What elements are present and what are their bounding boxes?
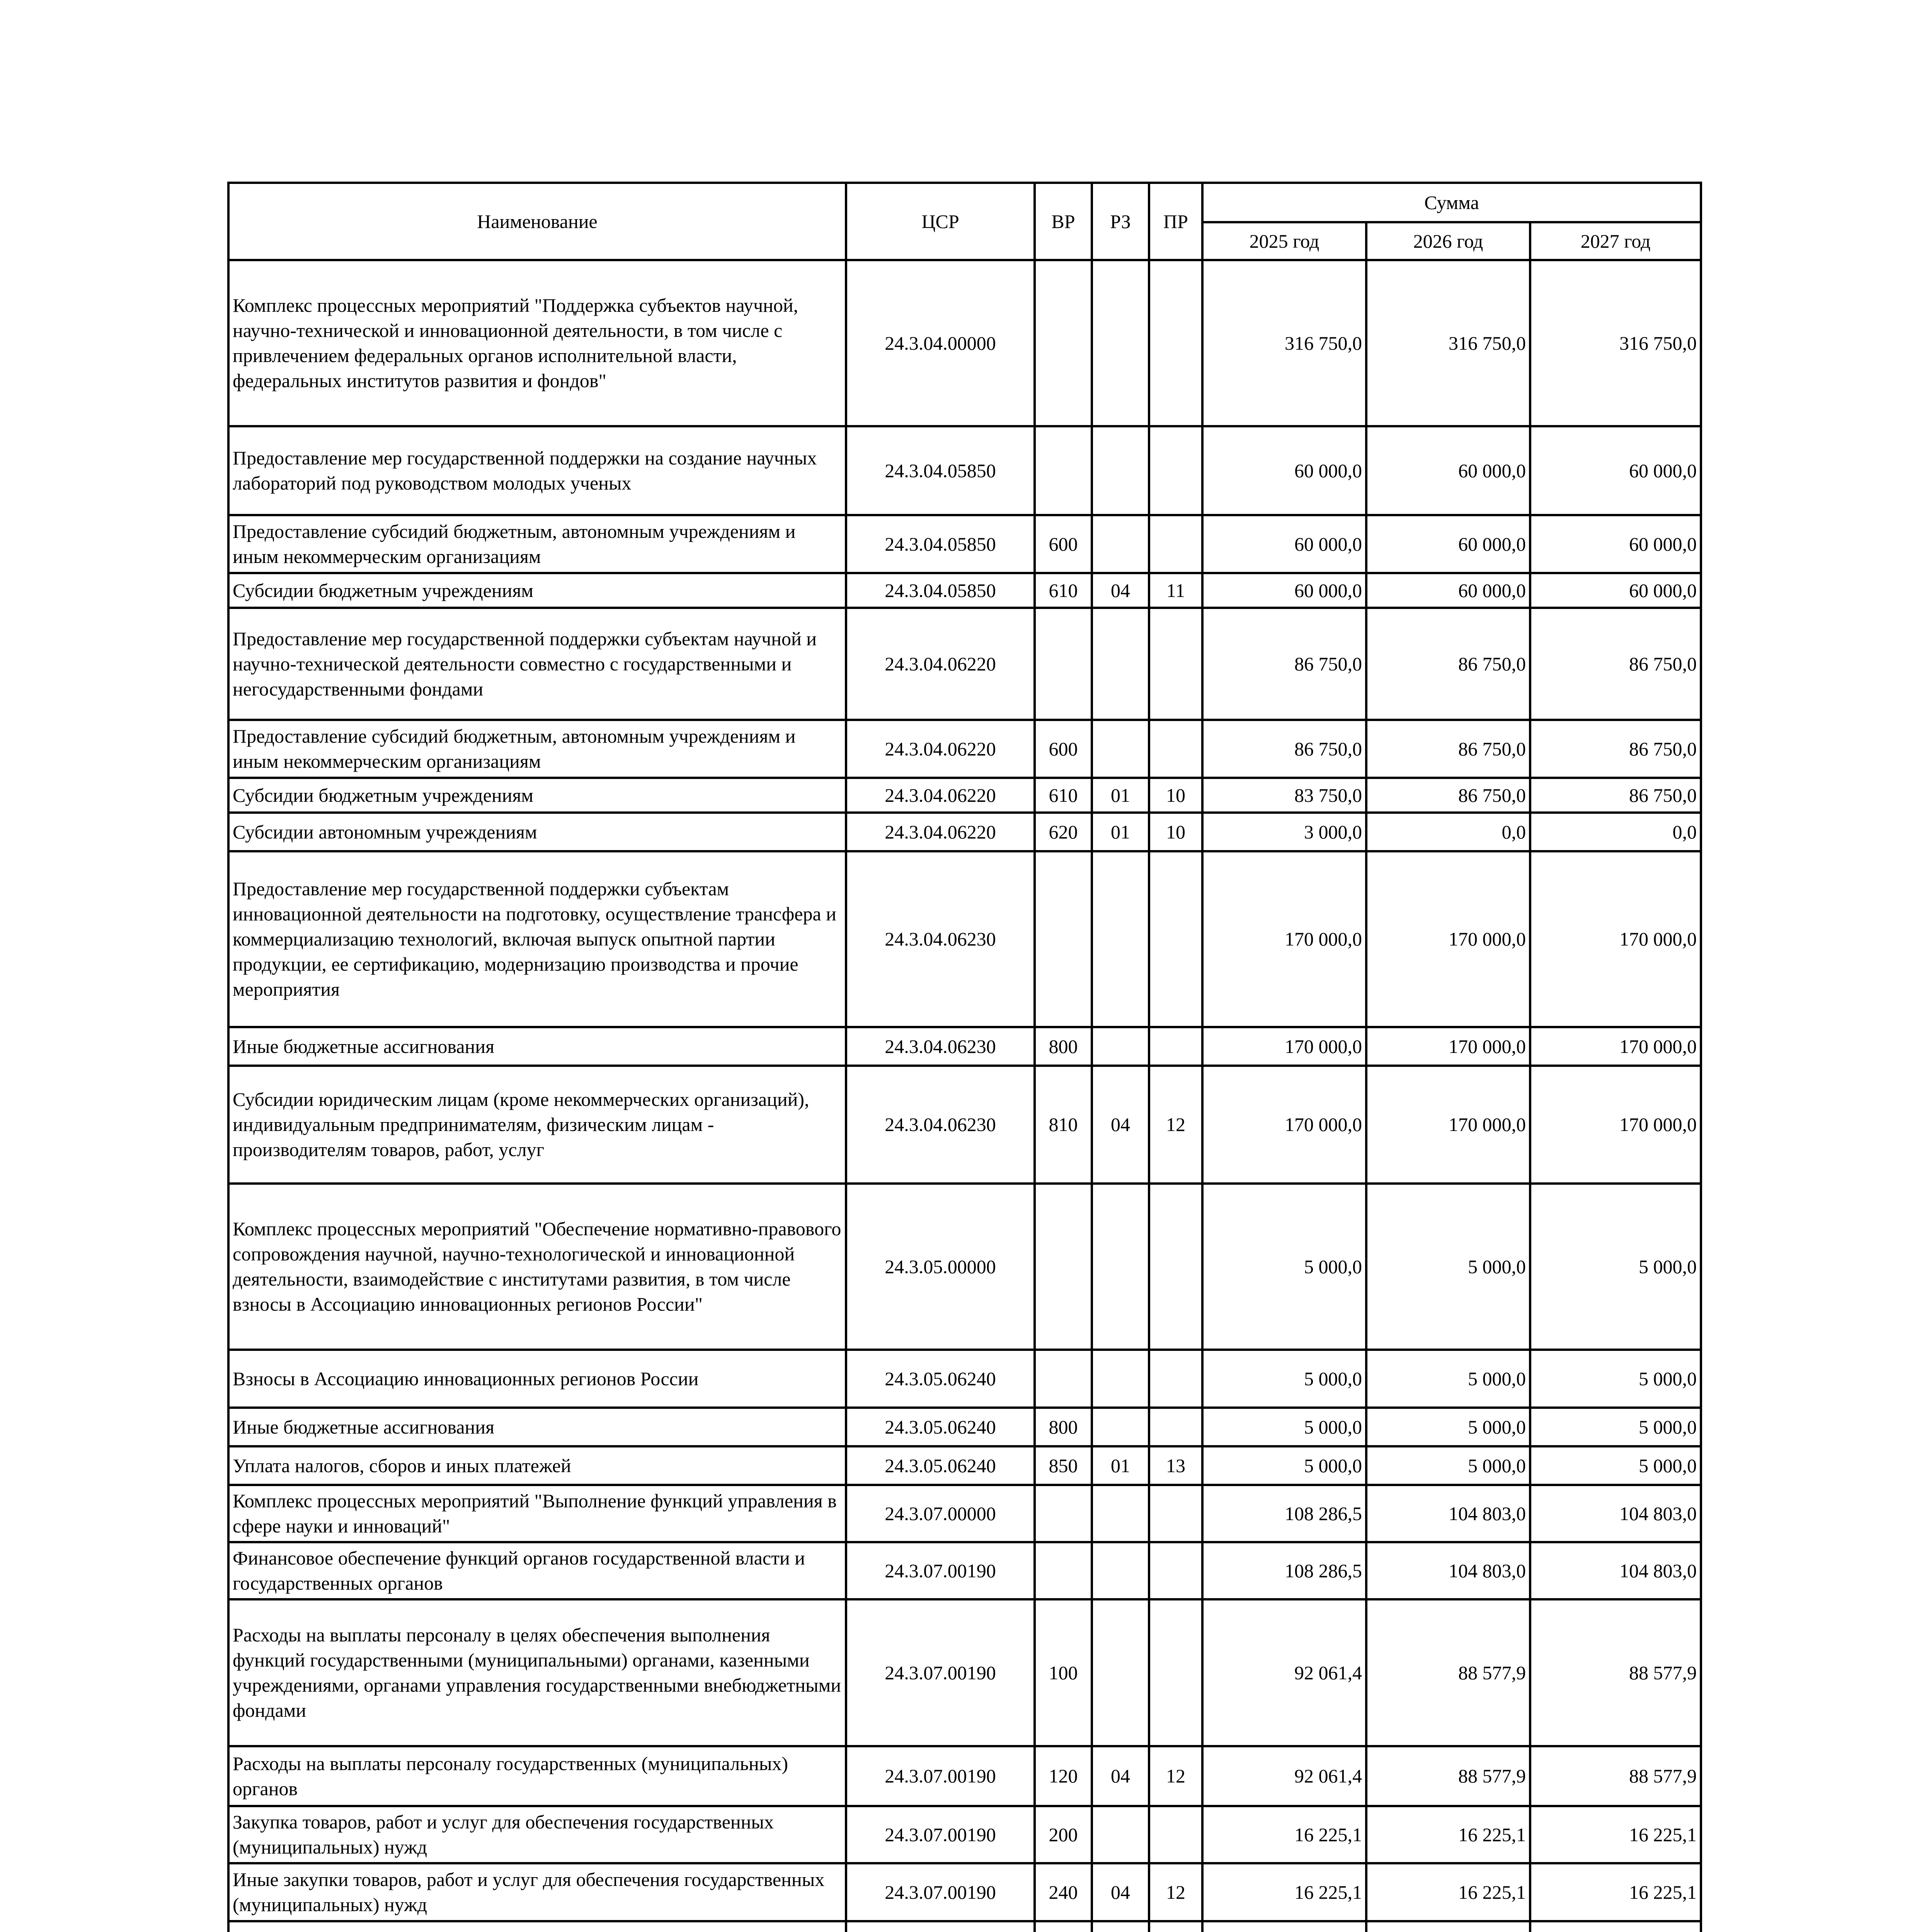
cell-rz: 01	[1092, 813, 1149, 851]
cell-amount-2026: 0,0	[1366, 813, 1530, 851]
cell-amount-2027: 86 750,0	[1530, 778, 1701, 813]
cell-csr: 24.3.04.05850	[846, 515, 1035, 573]
cell-amount-2025: 5 000,0	[1202, 1350, 1366, 1408]
cell-amount-2027: 0,0	[1530, 813, 1701, 851]
cell-amount-2026: 86 750,0	[1366, 778, 1530, 813]
cell-amount-2027: 60 000,0	[1530, 573, 1701, 608]
table-row	[228, 1806, 1701, 1863]
cell-name: Предоставление субсидий бюджетным, автономным учреждениям и иным некоммерческим организациям	[228, 515, 846, 573]
cell-csr: 24.3.04.06220	[846, 778, 1035, 813]
cell-amount-2027: 104 803,0	[1530, 1542, 1701, 1599]
cell-vr	[1035, 851, 1092, 1027]
cell-rz	[1092, 1184, 1149, 1350]
table-row	[228, 608, 1701, 720]
cell-amount-2026: 316 750,0	[1366, 260, 1530, 426]
cell-csr: 24.3.07.00190	[846, 1746, 1035, 1806]
cell-amount-2027: 170 000,0	[1530, 851, 1701, 1027]
cell-amount-2026: 170 000,0	[1366, 1027, 1530, 1066]
cell-pr	[1149, 851, 1202, 1027]
cell-amount-2026: 88 577,9	[1366, 1746, 1530, 1806]
cell-name	[228, 1921, 846, 1932]
cell-csr: 24.3.04.05850	[846, 426, 1035, 515]
cell-csr: 24.3.04.06220	[846, 813, 1035, 851]
cell-amount-2026: 86 750,0	[1366, 720, 1530, 778]
cell-pr	[1149, 1542, 1202, 1599]
cell-csr: 24.3.05.06240	[846, 1446, 1035, 1485]
table-body	[228, 260, 1701, 1932]
cell-amount-2027	[1530, 1921, 1701, 1932]
cell-amount-2026: 5 000,0	[1366, 1408, 1530, 1446]
cell-rz	[1092, 260, 1149, 426]
cell-pr: 13	[1149, 1446, 1202, 1485]
cell-vr	[1035, 260, 1092, 426]
cell-amount-2025: 60 000,0	[1202, 426, 1366, 515]
cell-name: Иные бюджетные ассигнования	[228, 1408, 846, 1446]
cell-amount-2027: 170 000,0	[1530, 1066, 1701, 1184]
cell-rz	[1092, 1806, 1149, 1863]
cell-amount-2025: 3 000,0	[1202, 813, 1366, 851]
cell-amount-2026: 5 000,0	[1366, 1350, 1530, 1408]
cell-vr	[1035, 1184, 1092, 1350]
cell-vr	[1035, 1485, 1092, 1542]
cell-vr: 800	[1035, 1027, 1092, 1066]
table-row	[228, 720, 1701, 778]
cell-rz: 04	[1092, 1746, 1149, 1806]
cell-amount-2027: 5 000,0	[1530, 1350, 1701, 1408]
table-row	[228, 813, 1701, 851]
cell-vr	[1035, 1921, 1092, 1932]
cell-rz	[1092, 1027, 1149, 1066]
cell-pr: 10	[1149, 778, 1202, 813]
cell-csr: 24.3.04.06220	[846, 720, 1035, 778]
cell-vr: 120	[1035, 1746, 1092, 1806]
cell-amount-2025: 170 000,0	[1202, 1066, 1366, 1184]
cell-vr: 600	[1035, 515, 1092, 573]
cell-rz	[1092, 1542, 1149, 1599]
cell-rz	[1092, 1599, 1149, 1746]
cell-pr	[1149, 1350, 1202, 1408]
cell-amount-2027: 5 000,0	[1530, 1408, 1701, 1446]
cell-name: Иные бюджетные ассигнования	[228, 1027, 846, 1066]
cell-amount-2027: 316 750,0	[1530, 260, 1701, 426]
table-row	[228, 778, 1701, 813]
cell-name: Финансовое обеспечение функций органов государственной власти и государственных органов	[228, 1542, 846, 1599]
cell-pr: 12	[1149, 1746, 1202, 1806]
cell-csr: 24.3.04.05850	[846, 573, 1035, 608]
cell-pr	[1149, 260, 1202, 426]
header-name: Наименование	[228, 183, 846, 260]
header-sum: Сумма	[1202, 183, 1701, 222]
cell-amount-2027: 170 000,0	[1530, 1027, 1701, 1066]
cell-name: Комплекс процессных мероприятий "Поддержка субъектов научной, научно-технической и инновационной деятельности, в том числе с привлечением федеральных органов исполнительной власти, федеральных институтов развития и фондов"	[228, 260, 846, 426]
table-header	[228, 183, 1701, 260]
cell-amount-2027: 16 225,1	[1530, 1806, 1701, 1863]
cell-name: Комплекс процессных мероприятий "Обеспечение нормативно-правового сопровождения научной, научно-технологической и инновационной деятельности, взаимодействие с институтами развития, в том числе взносы в Ассоциацию инновационных регионов России"	[228, 1184, 846, 1350]
cell-amount-2026: 16 225,1	[1366, 1863, 1530, 1921]
cell-amount-2025: 108 286,5	[1202, 1542, 1366, 1599]
cell-pr	[1149, 1184, 1202, 1350]
cell-name: Уплата налогов, сборов и иных платежей	[228, 1446, 846, 1485]
cell-rz	[1092, 426, 1149, 515]
table-row	[228, 1863, 1701, 1921]
cell-amount-2026	[1366, 1921, 1530, 1932]
cell-amount-2025: 170 000,0	[1202, 1027, 1366, 1066]
cell-amount-2025: 5 000,0	[1202, 1408, 1366, 1446]
cell-vr	[1035, 426, 1092, 515]
header-year-2026: 2026 год	[1366, 222, 1530, 260]
cell-csr: 24.3.05.06240	[846, 1350, 1035, 1408]
cell-amount-2025: 92 061,4	[1202, 1599, 1366, 1746]
cell-vr: 810	[1035, 1066, 1092, 1184]
cell-amount-2026: 5 000,0	[1366, 1184, 1530, 1350]
cell-amount-2027: 86 750,0	[1530, 608, 1701, 720]
cell-vr: 610	[1035, 573, 1092, 608]
cell-name: Иные закупки товаров, работ и услуг для обеспечения государственных (муниципальных) нужд	[228, 1863, 846, 1921]
table-row	[228, 426, 1701, 515]
table-row	[228, 1921, 1701, 1932]
cell-amount-2026: 5 000,0	[1366, 1446, 1530, 1485]
cell-rz: 04	[1092, 1066, 1149, 1184]
cell-pr	[1149, 426, 1202, 515]
cell-amount-2027: 5 000,0	[1530, 1184, 1701, 1350]
cell-rz	[1092, 851, 1149, 1027]
cell-rz: 04	[1092, 1863, 1149, 1921]
cell-amount-2026: 60 000,0	[1366, 515, 1530, 573]
cell-amount-2025: 316 750,0	[1202, 260, 1366, 426]
cell-amount-2026: 170 000,0	[1366, 1066, 1530, 1184]
header-vr: ВР	[1035, 183, 1092, 260]
cell-csr: 24.3.07.00190	[846, 1599, 1035, 1746]
cell-pr	[1149, 1806, 1202, 1863]
cell-pr	[1149, 1408, 1202, 1446]
table-row	[228, 1066, 1701, 1184]
cell-csr: 24.3.05.06240	[846, 1408, 1035, 1446]
cell-vr	[1035, 608, 1092, 720]
cell-csr: 24.3.04.06230	[846, 1027, 1035, 1066]
cell-amount-2026: 60 000,0	[1366, 426, 1530, 515]
table-row	[228, 851, 1701, 1027]
cell-pr: 10	[1149, 813, 1202, 851]
cell-amount-2026: 104 803,0	[1366, 1485, 1530, 1542]
cell-name: Взносы в Ассоциацию инновационных регионов России	[228, 1350, 846, 1408]
cell-csr: 24.3.07.00000	[846, 1485, 1035, 1542]
cell-amount-2026: 170 000,0	[1366, 851, 1530, 1027]
table-row	[228, 1408, 1701, 1446]
cell-vr: 620	[1035, 813, 1092, 851]
table-row	[228, 260, 1701, 426]
cell-rz: 01	[1092, 778, 1149, 813]
cell-vr: 200	[1035, 1806, 1092, 1863]
cell-amount-2027: 86 750,0	[1530, 720, 1701, 778]
header-year-2027: 2027 год	[1530, 222, 1701, 260]
cell-pr: 11	[1149, 573, 1202, 608]
cell-amount-2025: 5 000,0	[1202, 1184, 1366, 1350]
cell-amount-2025	[1202, 1921, 1366, 1932]
cell-amount-2025: 16 225,1	[1202, 1806, 1366, 1863]
cell-amount-2027: 88 577,9	[1530, 1746, 1701, 1806]
cell-rz	[1092, 515, 1149, 573]
cell-name: Предоставление субсидий бюджетным, автономным учреждениям и иным некоммерческим организациям	[228, 720, 846, 778]
budget-table	[227, 182, 1702, 1932]
cell-csr: 24.3.04.06220	[846, 608, 1035, 720]
cell-name: Субсидии бюджетным учреждениям	[228, 778, 846, 813]
cell-amount-2026: 16 225,1	[1366, 1806, 1530, 1863]
header-pr: ПР	[1149, 183, 1202, 260]
cell-pr	[1149, 515, 1202, 573]
cell-pr	[1149, 1921, 1202, 1932]
cell-amount-2027: 88 577,9	[1530, 1599, 1701, 1746]
cell-vr: 610	[1035, 778, 1092, 813]
cell-name: Предоставление мер государственной поддержки на создание научных лабораторий под руководством молодых ученых	[228, 426, 846, 515]
cell-vr: 100	[1035, 1599, 1092, 1746]
cell-amount-2025: 86 750,0	[1202, 720, 1366, 778]
cell-rz	[1092, 720, 1149, 778]
cell-amount-2025: 16 225,1	[1202, 1863, 1366, 1921]
cell-csr: 24.3.04.06230	[846, 851, 1035, 1027]
cell-rz: 01	[1092, 1446, 1149, 1485]
cell-vr: 600	[1035, 720, 1092, 778]
cell-name: Субсидии автономным учреждениям	[228, 813, 846, 851]
table-row	[228, 1542, 1701, 1599]
cell-amount-2025: 83 750,0	[1202, 778, 1366, 813]
cell-rz	[1092, 608, 1149, 720]
cell-amount-2025: 170 000,0	[1202, 851, 1366, 1027]
cell-pr	[1149, 1599, 1202, 1746]
table-row	[228, 515, 1701, 573]
header-year-2025: 2025 год	[1202, 222, 1366, 260]
cell-pr	[1149, 1485, 1202, 1542]
cell-name: Расходы на выплаты персоналу в целях обеспечения выполнения функций государственными (муниципальными) органами, казенными учреждениями, органами управления государственными внебюджетными фондами	[228, 1599, 846, 1746]
cell-amount-2025: 60 000,0	[1202, 573, 1366, 608]
table-row	[228, 1599, 1701, 1746]
cell-csr: 24.3.04.06230	[846, 1066, 1035, 1184]
cell-name: Субсидии бюджетным учреждениям	[228, 573, 846, 608]
cell-name: Комплекс процессных мероприятий "Выполнение функций управления в сфере науки и инноваций"	[228, 1485, 846, 1542]
cell-pr	[1149, 608, 1202, 720]
cell-amount-2027: 104 803,0	[1530, 1485, 1701, 1542]
cell-pr: 12	[1149, 1863, 1202, 1921]
cell-amount-2026: 60 000,0	[1366, 573, 1530, 608]
table-row	[228, 1446, 1701, 1485]
cell-vr: 850	[1035, 1446, 1092, 1485]
cell-vr	[1035, 1542, 1092, 1599]
cell-amount-2027: 60 000,0	[1530, 515, 1701, 573]
cell-pr: 12	[1149, 1066, 1202, 1184]
table-row	[228, 1350, 1701, 1408]
cell-csr: 24.3.05.00000	[846, 1184, 1035, 1350]
table-row	[228, 1746, 1701, 1806]
cell-amount-2025: 92 061,4	[1202, 1746, 1366, 1806]
cell-amount-2027: 60 000,0	[1530, 426, 1701, 515]
cell-csr: 24.3.07.00190	[846, 1863, 1035, 1921]
cell-amount-2026: 86 750,0	[1366, 608, 1530, 720]
cell-amount-2025: 5 000,0	[1202, 1446, 1366, 1485]
cell-rz	[1092, 1485, 1149, 1542]
table-row	[228, 573, 1701, 608]
cell-name: Предоставление мер государственной поддержки субъектам инновационной деятельности на подготовку, осуществление трансфера и коммерциализацию технологий, включая выпуск опытной партии продукции, ее сертификацию, модернизацию производства и прочие мероприятия	[228, 851, 846, 1027]
cell-vr: 240	[1035, 1863, 1092, 1921]
cell-rz	[1092, 1921, 1149, 1932]
cell-rz: 04	[1092, 573, 1149, 608]
cell-name: Предоставление мер государственной поддержки субъектам научной и научно-технической деятельности совместно с государственными и негосударственными фондами	[228, 608, 846, 720]
cell-amount-2025: 108 286,5	[1202, 1485, 1366, 1542]
cell-name: Расходы на выплаты персоналу государственных (муниципальных) органов	[228, 1746, 846, 1806]
header-rz: РЗ	[1092, 183, 1149, 260]
cell-amount-2027: 16 225,1	[1530, 1863, 1701, 1921]
header-csr: ЦСР	[846, 183, 1035, 260]
cell-pr	[1149, 720, 1202, 778]
cell-amount-2026: 88 577,9	[1366, 1599, 1530, 1746]
cell-rz	[1092, 1350, 1149, 1408]
cell-amount-2026: 104 803,0	[1366, 1542, 1530, 1599]
cell-csr	[846, 1921, 1035, 1932]
cell-vr: 800	[1035, 1408, 1092, 1446]
cell-amount-2025: 86 750,0	[1202, 608, 1366, 720]
cell-pr	[1149, 1027, 1202, 1066]
cell-csr: 24.3.04.00000	[846, 260, 1035, 426]
cell-csr: 24.3.07.00190	[846, 1806, 1035, 1863]
cell-name: Субсидии юридическим лицам (кроме некоммерческих организаций), индивидуальным предпринимателям, физическим лицам - производителям товаров, работ, услуг	[228, 1066, 846, 1184]
cell-rz	[1092, 1408, 1149, 1446]
table-row	[228, 1184, 1701, 1350]
cell-amount-2027: 5 000,0	[1530, 1446, 1701, 1485]
table-row	[228, 1485, 1701, 1542]
table-row	[228, 1027, 1701, 1066]
cell-name: Закупка товаров, работ и услуг для обеспечения государственных (муниципальных) нужд	[228, 1806, 846, 1863]
cell-csr: 24.3.07.00190	[846, 1542, 1035, 1599]
cell-amount-2025: 60 000,0	[1202, 515, 1366, 573]
cell-vr	[1035, 1350, 1092, 1408]
